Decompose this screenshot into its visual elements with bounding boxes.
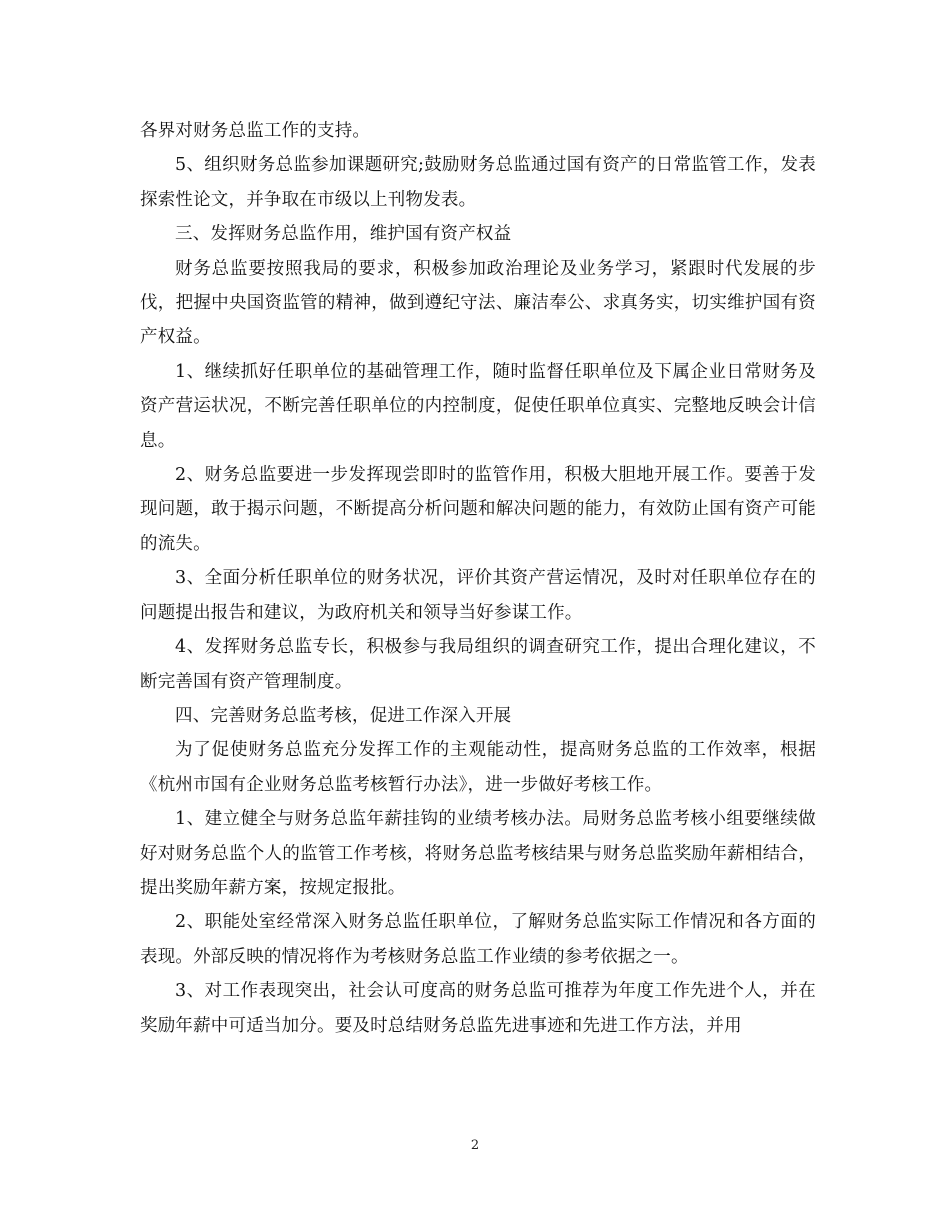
page-number: 2 xyxy=(470,1138,480,1153)
paragraph-2: 5、组织财务总监参加课题研究;鼓励财务总监通过国有资产的日常监管工作，发表探索性论文，并争取在市级以上刊物发表。 xyxy=(140,155,816,210)
section-heading-3: 三、发挥财务总监作用，维护国有资产权益 xyxy=(175,224,512,245)
section-heading-4: 四、完善财务总监考核，促进工作深入开展 xyxy=(175,705,512,726)
paragraph-6: 2、财务总监要进一步发挥现尝即时的监管作用，积极大胆地开展工作。要善于发现问题，敢于揭示问题，不断提高分析问题和解决问题的能力，有效防止国有资产可能的流失。 xyxy=(140,465,816,554)
paragraph-10: 为了促使财务总监充分发挥工作的主观能动性，提高财务总监的工作效率，根据《杭州市国有企业财务总监考核暂行办法》，进一步做好考核工作。 xyxy=(140,740,816,795)
paragraph-4: 财务总监要按照我局的要求，积极参加政治理论及业务学习，紧跟时代发展的步伐，把握中央国资监管的精神，做到遵纪守法、廉洁奉公、求真务实，切实维护国有资产权益。 xyxy=(140,258,816,348)
document-body xyxy=(140,114,816,1043)
paragraph-13: 3、对工作表现突出，社会认可度高的财务总监可推荐为年度工作先进个人，并在奖励年薪中可适当加分。要及时总结财务总监先进事迹和先进工作方法，并用 xyxy=(140,981,816,1036)
paragraph-7: 3、全面分析任职单位的财务状况，评价其资产营运情况，及时对任职单位存在的问题提出报告和建议，为政府机关和领导当好参谋工作。 xyxy=(140,568,816,623)
paragraph-11: 1、建立健全与财务总监年薪挂钩的业绩考核办法。局财务总监考核小组要继续做好对财务总监个人的监管工作考核，将财务总监考核结果与财务总监奖励年薪相结合，提出奖励年薪方案，按规定报批。 xyxy=(140,809,816,898)
paragraph-5: 1、继续抓好任职单位的基础管理工作，随时监督任职单位及下属企业日常财务及资产营运状况，不断完善任职单位的内控制度，促使任职单位真实、完整地反映会计信息。 xyxy=(140,361,816,451)
paragraph-12: 2、职能处室经常深入财务总监任职单位，了解财务总监实际工作情况和各方面的表现。外部反映的情况将作为考核财务总监工作业绩的参考依据之一。 xyxy=(140,912,816,967)
paragraph-8: 4、发挥财务总监专长，积极参与我局组织的调查研究工作，提出合理化建议，不断完善国有资产管理制度。 xyxy=(140,637,816,692)
paragraph-1: 各界对财务总监工作的支持。 xyxy=(140,121,371,141)
